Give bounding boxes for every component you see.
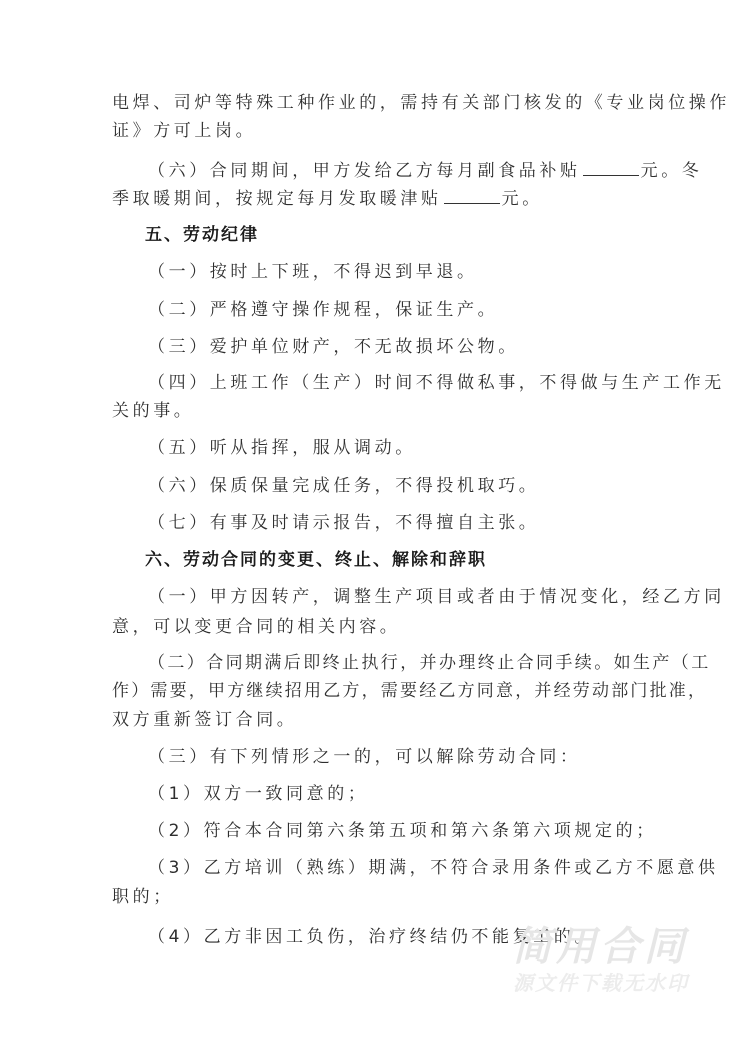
watermark-title: 简用合同: [512, 924, 688, 970]
subsidy-line-1: [148, 160, 703, 182]
list-item: （七）有事及时请示报告，不得擅自主张。: [148, 513, 540, 533]
sub-list-item-continuation: 职的；: [112, 887, 174, 907]
list-item: （五）听从指挥，服从调动。: [148, 438, 416, 458]
list-item-continuation: 关的事。: [112, 401, 195, 421]
heating-allowance-blank[interactable]: [444, 188, 500, 204]
subsidy-unit: 元。: [501, 189, 543, 209]
paragraph-line: 电焊、司炉等特殊工种作业的，需持有关部门核发的《专业岗位操作: [112, 93, 730, 113]
list-item: （二）合同期满后即终止执行，并办理终止合同手续。如生产（工: [148, 653, 711, 673]
paragraph-line: 证》方可上岗。: [112, 121, 257, 141]
sub-list-item: （1）双方一致同意的；: [148, 784, 369, 804]
watermark-subtitle: 源文件下载无水印: [513, 971, 689, 995]
list-item-continuation: 双方重新签订合同。: [112, 710, 298, 730]
food-subsidy-blank[interactable]: [583, 160, 639, 176]
list-item: （三）有下列情形之一的，可以解除劳动合同：: [148, 747, 581, 767]
list-item: （四）上班工作（生产）时间不得做私事，不得做与生产工作无: [148, 373, 725, 393]
section-heading-contract-changes: 六、劳动合同的变更、终止、解除和辞职: [145, 550, 487, 570]
section-heading-labor-discipline: 五、劳动纪律: [145, 225, 259, 245]
sub-list-item: （2）符合本合同第六条第五项和第六条第六项规定的；: [148, 821, 657, 841]
list-item: （一）按时上下班，不得迟到早退。: [148, 262, 478, 282]
list-item: （一）甲方因转产，调整生产项目或者由于情况变化，经乙方同: [148, 587, 725, 607]
list-item: （二）严格遵守操作规程，保证生产。: [148, 300, 499, 320]
list-item: （三）爱护单位财产，不无故损坏公物。: [148, 337, 519, 357]
list-item-continuation: 意，可以变更合同的相关内容。: [112, 617, 401, 637]
list-item-continuation: 作）需要，甲方继续招用乙方，需要经乙方同意，并经劳动部门批准，: [112, 681, 708, 701]
subsidy-line-2: [112, 188, 632, 210]
subsidy-unit: 元。冬: [640, 161, 703, 181]
sub-list-item: （4）乙方非因工负伤，治疗终结仍不能复工的。: [148, 927, 596, 947]
list-item: （六）保质保量完成任务，不得投机取巧。: [148, 476, 540, 496]
subsidy-text: 季取暖期间，按规定每月发取暖津贴: [112, 189, 442, 209]
subsidy-text: （六）合同期间，甲方发给乙方每月副食品补贴: [148, 161, 581, 181]
sub-list-item: （3）乙方培训（熟练）期满，不符合录用条件或乙方不愿意供: [148, 858, 719, 878]
